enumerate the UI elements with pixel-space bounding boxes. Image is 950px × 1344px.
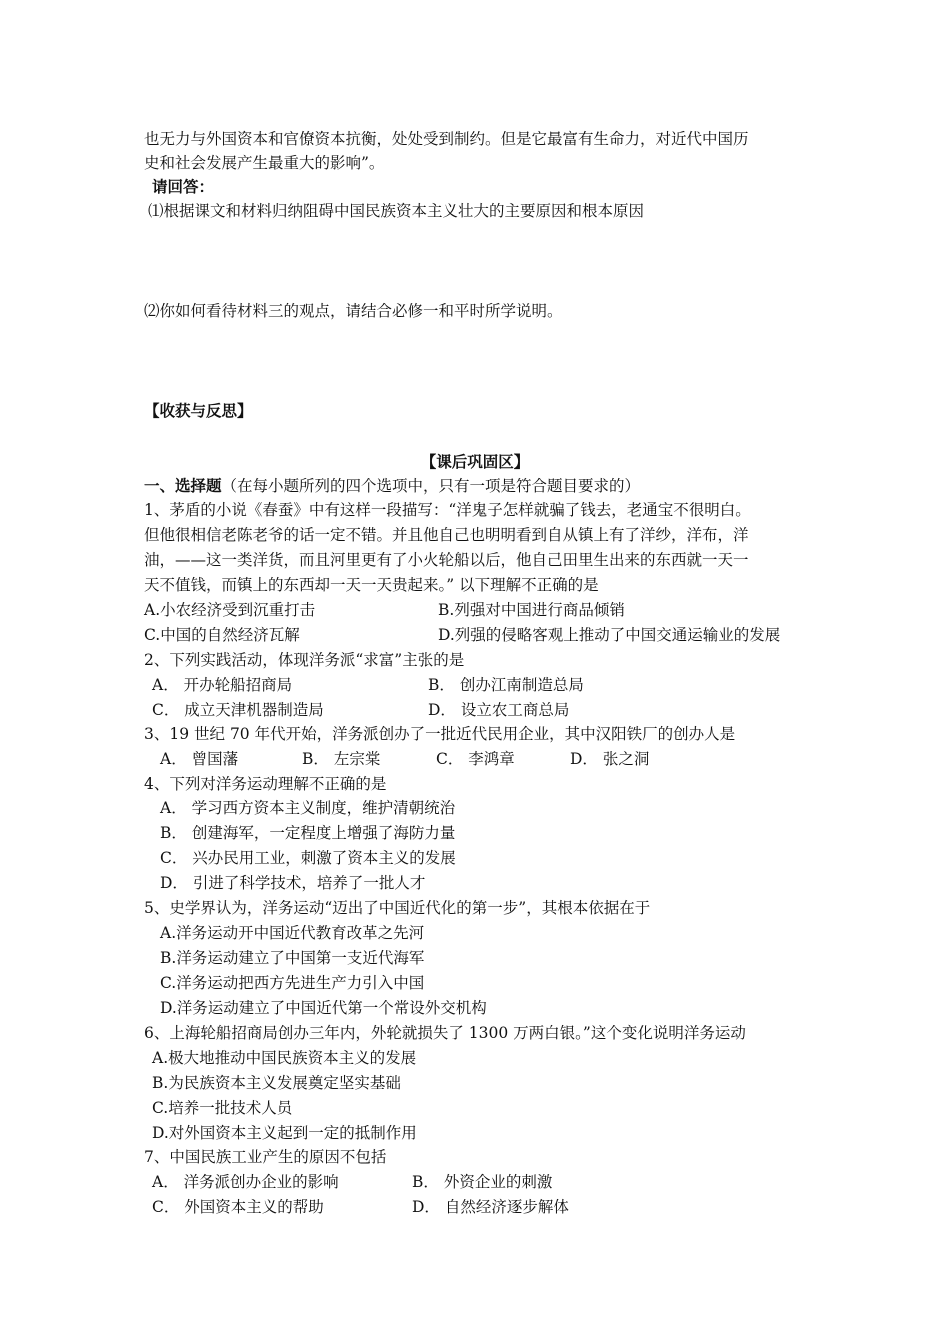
consolidation-heading: 【课后巩固区】	[420, 452, 530, 471]
question-6-option-a: A.极大地推动中国民族资本主义的发展	[152, 1049, 417, 1067]
question-7-stem: 7、中国民族工业产生的原因不包括	[144, 1148, 387, 1166]
question-2-option-c: C． 成立天津机器制造局	[152, 701, 324, 719]
question-7-option-b: B． 外资企业的刺激	[412, 1173, 553, 1191]
answer-prompt: 请回答：	[152, 177, 215, 196]
section-note: （在每小题所列的四个选项中，只有一项是符合题目要求的）	[221, 477, 641, 495]
question-1-option-c: C.中国的自然经济瓦解	[144, 626, 300, 644]
question-4-option-b: B． 创建海军，一定程度上增强了海防力量	[160, 824, 456, 842]
question-1-stem-2: 但他很相信老陈老爷的话一定不错。并且他自己也明明看到自从镇上有了洋纱，洋布，洋	[144, 526, 749, 544]
question-2-option-b: B． 创办江南制造总局	[428, 676, 584, 694]
sub-question-2: ⑵你如何看待材料三的观点，请结合必修一和平时所学说明。	[144, 302, 563, 320]
question-4-option-a: A． 学习西方资本主义制度，维护清朝统治	[160, 799, 456, 817]
question-1-option-a: A.小农经济受到沉重打击	[144, 601, 316, 619]
question-7-option-c: C． 外国资本主义的帮助	[152, 1198, 324, 1216]
sub-question-1: ⑴根据课文和材料归纳阻碍中国民族资本主义壮大的主要原因和根本原因	[148, 202, 645, 220]
question-5-option-c: C.洋务运动把西方先进生产力引入中国	[160, 974, 425, 992]
question-5-option-d: D.洋务运动建立了中国近代第一个常设外交机构	[160, 999, 487, 1017]
question-7-option-a: A． 洋务派创办企业的影响	[152, 1173, 339, 1191]
question-3-option-a: A． 曾国藩	[160, 750, 239, 768]
question-6-option-b: B.为民族资本主义发展奠定坚实基础	[152, 1074, 401, 1092]
question-3-option-b: B． 左宗棠	[302, 750, 381, 768]
question-3-stem: 3、19 世纪 70 年代开始，洋务派创办了一批近代民用企业，其中汉阳铁厂的创办人是	[144, 725, 736, 743]
harvest-heading: 【收获与反思】	[144, 401, 253, 420]
question-2-option-a: A． 开办轮船招商局	[152, 676, 293, 694]
question-7-option-d: D． 自然经济逐步解体	[412, 1198, 569, 1216]
question-3-option-d: D． 张之洞	[570, 750, 650, 768]
question-5-option-b: B.洋务运动建立了中国第一支近代海军	[160, 949, 425, 967]
question-2-option-d: D． 设立农工商总局	[428, 701, 570, 719]
question-1-stem-4: 天不值钱，而镇上的东西却一天一天贵起来。” 以下理解不正确的是	[144, 576, 599, 594]
question-1-option-b: B.列强对中国进行商品倾销	[438, 601, 625, 619]
section-title: 一、选择题	[144, 476, 222, 495]
question-4-stem: 4、下列对洋务运动理解不正确的是	[144, 775, 387, 793]
intro-line-2: 史和社会发展产生最重大的影响”。	[144, 154, 385, 172]
question-4-option-c: C． 兴办民用工业，刺激了资本主义的发展	[160, 849, 456, 867]
question-3-option-c: C． 李鸿章	[436, 750, 515, 768]
question-5-stem: 5、史学界认为，洋务运动“迈出了中国近代化的第一步”，其根本依据在于	[144, 899, 651, 917]
intro-line-1: 也无力与外国资本和官僚资本抗衡，处处受到制约。但是它最富有生命力，对近代中国历	[144, 130, 749, 148]
question-5-option-a: A.洋务运动开中国近代教育改革之先河	[160, 924, 425, 942]
question-6-stem: 6、上海轮船招商局创办三年内，外轮就损失了 1300 万两白银。”这个变化说明洋务运动	[144, 1024, 746, 1042]
question-1-stem-3: 油，——这一类洋货，而且河里更有了小火轮船以后，他自己田里生出来的东西就一天一	[144, 551, 749, 569]
question-4-option-d: D． 引进了科学技术，培养了一批人才	[160, 874, 426, 892]
question-6-option-c: C.培养一批技术人员	[152, 1099, 293, 1117]
question-6-option-d: D.对外国资本主义起到一定的抵制作用	[152, 1124, 417, 1142]
question-2-stem: 2、下列实践活动，体现洋务派“求富”主张的是	[144, 651, 465, 669]
question-1-option-d: D.列强的侵略客观上推动了中国交通运输业的发展	[438, 626, 781, 644]
section-header	[144, 474, 640, 498]
question-1-stem-1: 1、茅盾的小说《春蚕》中有这样一段描写：“洋鬼子怎样就骗了钱去，老通宝不很明白。	[144, 501, 751, 519]
